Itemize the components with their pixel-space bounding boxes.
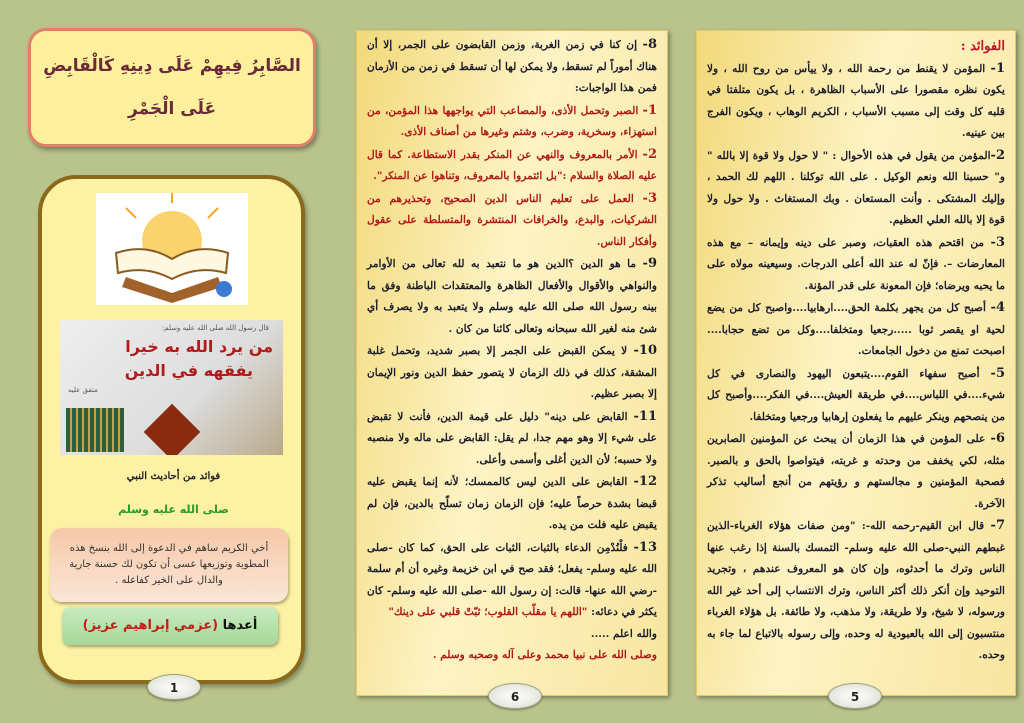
closing-closing2: وصلى الله على نبيا محمد وعلى آله وصحبه وسلم .	[432, 649, 657, 661]
paragraph-number: 3-	[642, 190, 657, 206]
page-5-heading: الفوائد :	[960, 39, 1005, 54]
paragraph	[367, 100, 657, 144]
quran-illustration	[96, 193, 248, 305]
paragraph-text: المؤمن من يقول في هذه الأحوال : " لا حول ولا قوة إلا بالله " و" حسبنا الله ونعم الوكيل . على الله توكلنا . اللهم لك الحمد ، وإليك المشتكى . وأنت المستعان . وبك المستغاث . ولا حول ولا قوة إلا بالله العلي العظيم.	[707, 149, 1005, 226]
page-5-panel	[696, 30, 1016, 696]
paragraph-text: فلْنُدْمِن الدعاء بالثبات، الثبات على الحق، كما كان -صلى الله عليه وسلم- يفعل؛ فقد صح في ابن خزيمة وغيره أن أم سلمة -رضي الله عنها- قالت: إن رسول الله -صلى الله عليه وسلم- كان يكثر في دعائه:	[367, 541, 657, 618]
image-source: متفق عليه	[68, 386, 98, 394]
paragraph	[707, 297, 1005, 363]
paragraph-text: القابض على الدين ليس كالممسك؛ لأنه إنما يقبض عليه قبضا بشدة حرصاً عليه؛ فإن الزمان زمان تسلّح بالدين، فإن لم يقبض عليه فلت من يده.	[367, 476, 657, 531]
paragraph-number: 13-	[633, 539, 657, 555]
paragraph-text: المؤمن لا يقنط من رحمة الله ، ولا ييأس من روح الله ، ولا يكون نظره مقصورا على الأسباب الظاهرة ، بل يكون متلفتا في قلبه كل وقت إلى مسبب الأسباب ، الكريم الوهاب ، ويكون الفرج بين عينيه.	[707, 62, 1005, 139]
paragraph	[367, 340, 657, 406]
paragraph	[367, 537, 657, 624]
books-shape	[66, 408, 124, 452]
calligraphy-salawat: صلى الله عليه وسلم	[118, 503, 229, 516]
author-name: (عزمي إبراهيم عزيز)	[82, 618, 219, 633]
paragraph-number: 1-	[990, 60, 1005, 76]
paragraph-text: على المؤمن في هذا الزمان أن يبحث عن المؤمنين الصابرين مثله، لكي يخفف من وحدته و غربته، فيتواصوا بالحق و بالصبر. فصحبة المؤمنين و مجالستهم و رؤيتهم من أنجع أساليب تذكر الآخرة.	[707, 433, 1005, 510]
paragraph	[367, 144, 657, 188]
appeal-box	[50, 528, 288, 602]
paragraph	[707, 363, 1005, 429]
paragraph-number: 5-	[990, 365, 1005, 381]
hadith-illustration	[60, 320, 283, 455]
paragraph-number: 2-	[990, 147, 1005, 163]
paragraph-number: 3-	[990, 234, 1005, 250]
paragraph	[707, 58, 1005, 145]
cover-title-box	[28, 28, 316, 147]
dua-quote: "اللهم يا مقلّب القلوب؛ ثبّتْ قلبي على دينك"	[388, 606, 588, 618]
paragraph	[367, 406, 657, 472]
paragraph-number: 8-	[642, 37, 657, 52]
cover-title-line2: عَلَى الْجَمْرِ	[127, 99, 217, 119]
paragraph-text: الصبر وتحمل الأذى، والمصاعب التي يواجهها هذا المؤمن، من استهزاء، وسخرية، وضرب، وشتم وغيرها من أصناف الأذى.	[367, 104, 657, 138]
paragraph-text: من اقتحم هذه العقبات، وصبر على دينه وإيمانه – مع هذه المعارضات –. فإنّ له عند الله أعلى الدرجات. وسيعينه مولاه على ما يحبه ويرضاه؛ فإن المعونة على قدر المؤنة.	[707, 236, 1005, 292]
paragraph-text: لا يمكن القبض على الجمر إلا بصبر شديد، وتحمل غلبة المشقة، كذلك في ذلك الزمان لا يتصور حفظ الدين ونور الإيمان إلا بصبر عظيم.	[367, 345, 657, 400]
paragraph-number: 9-	[642, 256, 657, 271]
paragraph-number: 4-	[990, 300, 1005, 315]
paragraph	[367, 188, 657, 254]
paragraph-number: 12-	[633, 474, 657, 489]
paragraph	[707, 515, 1005, 667]
book-stand-shape	[144, 404, 201, 455]
image-caption: قال رسول الله صلى الله عليه وسلم:	[161, 324, 269, 332]
paragraph-text: إن كنا في زمن الغربة، وزمن القابضون على الجمر، إلا أن هناك أموراً لم تسقط، ولا يمكن لها أن تسقط في زمن من الأزمان فمن هذا الواجبات:	[367, 39, 657, 94]
paragraph-text: القابض على دينه" دليل على قيمة الدين، فأنت لا تقبض على شيء إلا وهو مهم جدا، لم يقل: القابض على ماله ولا منصبه ولا حسبه؛ لأن الدين أغلى وأسمى وأعلى.	[367, 410, 657, 466]
paragraph	[707, 428, 1005, 515]
page-number-1: 1	[147, 674, 201, 700]
paragraph-text: قال ابن القيم-رحمه الله-: "ومن صفات هؤلاء الغرباء-الذين غبطهم النبي-صلى الله عليه وسلم- التمسك بالسنة إذا رغب عنها الناس وترك ما أحدثوه، وإن كان هو المعروف عندهم ، وتجريد التوحيد وإن أنكر ذلك أكثر الناس، وترك الانتساب إلى أحد غير الله ورسوله، لا شيخ، ولا طريقة، ولا مذهب، ولا طائفة. بل هؤلاء الغرباء منتسبون إلى الله بالعبودية له وحده، وإلى رسوله بالاتباع لما جاء به وحده.	[707, 520, 1005, 661]
author-label: أعدها	[222, 618, 258, 633]
paragraph-text: ما هو الدين ؟الدين هو ما نتعبد به لله تعالى من الأوامر والنواهي والأقوال والأفعال الظاهرة والمعتقدات الباطنة وفق ما بينه رسول الله صلى الله عليه وسلم ولا يتعبد به ولا يصرف أي شئ منه لغير الله سبحانه وتعالى كائنا من كان .	[367, 258, 657, 335]
paragraph-number: 7-	[990, 518, 1005, 533]
cover-title-line1: الصَّابِرُ فِيهِمْ عَلَى دِينِهِ كَالْقَابِضِ	[43, 56, 301, 76]
appeal-text: أخي الكريم ساهم في الدعوة إلى الله بنسخ هذه المطوية وتوزيعها عسى أن تكون لك حسنة جارية والدال على الخير كفاعله .	[69, 543, 269, 586]
author-box	[62, 607, 278, 645]
paragraph	[367, 34, 657, 100]
paragraph-text: أصبح كل من يجهر بكلمة الحق....ارهابيا....واصبح كل من يضع لحية او يقصر ثوبا .....رجعيا ومتخلفا....وكل من تضع حجابا.... اصبحت تمنع من دخول الجامعات.	[707, 302, 1005, 357]
paragraph	[367, 471, 657, 537]
page-6-text	[357, 31, 667, 667]
paragraph-number: 10-	[633, 343, 657, 358]
paragraph-number: 2-	[642, 146, 657, 162]
paragraph-number: 6-	[990, 431, 1005, 446]
page-number-5: 5	[828, 683, 882, 709]
cover-subtitle: فوائد من أحاديث النبي	[126, 471, 221, 482]
paragraph-number: 1-	[642, 102, 657, 118]
paragraph-text: أصبح سفهاء القوم....يتبعون اليهود والنصارى في كل شيء....في اللباس....في طريقة العيش....في الفكر....وأصبح كل من ينصحهم وينكر عليهم ما يفعلون إرهابيا ورجعيا ومتخلفا.	[707, 367, 1005, 423]
paragraph-number: 11-	[633, 408, 657, 424]
paragraph-text: العمل على تعليم الناس الدين الصحيح، وتحذيرهم من الشركيات، والبدع، والخرافات المنتشرة والمتسلطة على عقول وأفكار الناس.	[367, 192, 657, 248]
closing-closing1: والله اعلم .....	[590, 627, 657, 640]
page-number-6: 6	[488, 683, 542, 709]
page-6-panel	[356, 30, 668, 696]
paragraph	[707, 232, 1005, 298]
paragraph	[367, 253, 657, 340]
page-5-text	[697, 31, 1015, 667]
image-quote-line1: من يرد الله به خيرا	[125, 337, 273, 356]
paragraph-text: الأمر بالمعروف والنهي عن المنكر بقدر الاستطاعة. كما قال عليه الصلاة والسلام :"بل ائتمروا بالمعروف، وتناهوا عن المنكر".	[367, 148, 657, 182]
paragraph	[707, 145, 1005, 232]
image-quote-line2: يفقهه في الدين	[124, 361, 253, 380]
